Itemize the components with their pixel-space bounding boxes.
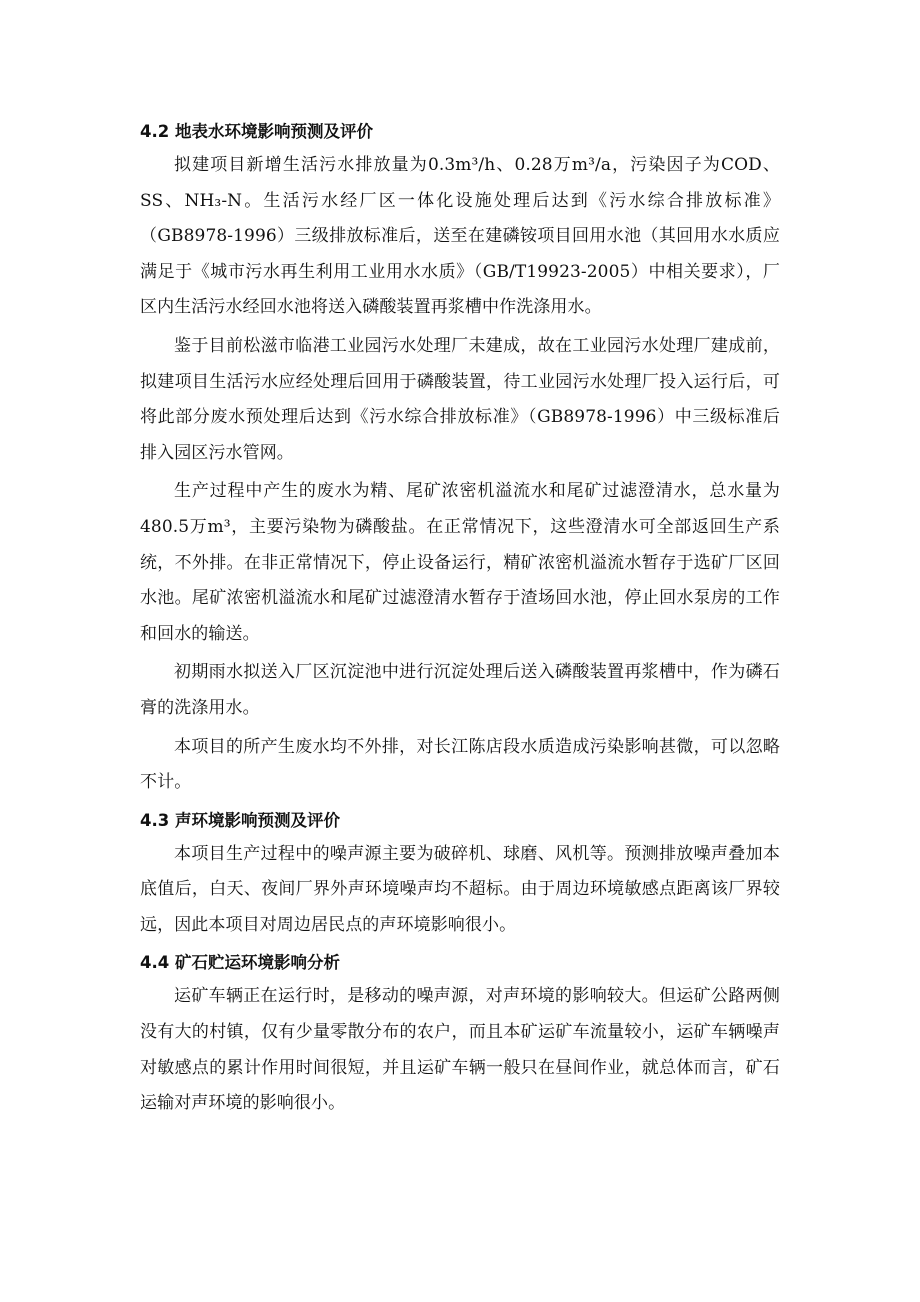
paragraph-4-2-2: 鉴于目前松滋市临港工业园污水处理厂未建成，故在工业园污水处理厂建成前，拟建项目生活污水应经处理后回用于磷酸装置，待工业园污水处理厂投入运行后，可将此部分废水预处理后达到《污水综合排放标准》（GB8978-1996）中三级标准后排入园区污水管网。 [140, 335, 780, 463]
paragraph-4-2-4: 初期雨水拟送入厂区沉淀池中进行沉淀处理后送入磷酸装置再浆槽中，作为磷石膏的洗涤用水。 [140, 662, 780, 718]
paragraph-4-2-3: 生产过程中产生的废水为精、尾矿浓密机溢流水和尾矿过滤澄清水，总水量为480.5万m³，主要污染物为磷酸盐。在正常情况下，这些澄清水可全部返回生产系统，不外排。在非正常情况下，停止设备运行，精矿浓密机溢流水暂存于选矿厂区回水池。尾矿浓密机溢流水和尾矿过滤澄清水暂存于渣场回水池，停止回水泵房的工作和回水的输送。 [140, 481, 780, 644]
paragraph-4-2-5: 本项目的所产生废水均不外排，对长江陈店段水质造成污染影响甚微，可以忽略不计。 [140, 736, 780, 793]
section-heading-4-2: 4.2 地表水环境影响预测及评价 [140, 122, 373, 141]
paragraph-4-3-1: 本项目生产过程中的噪声源主要为破碎机、球磨、风机等。预测排放噪声叠加本底值后，白天、夜间厂界外声环境噪声均不超标。由于周边环境敏感点距离该厂界较远，因此本项目对周边居民点的声环境影响很小。 [140, 843, 780, 935]
paragraph-4-2-1: 拟建项目新增生活污水排放量为0.3m³/h、0.28万m³/a，污染因子为COD、SS、NH₃-N。生活污水经厂区一体化设施处理后达到《污水综合排放标准》（GB8978-1996）三级排放标准后，送至在建磷铵项目回用水池（其回用水水质应满足于《城市污水再生利用工业用水水质》（GB/T19923-2005）中相关要求），厂区内生活污水经回水池将送入磷酸装置再浆槽中作洗涤用水。 [140, 155, 780, 318]
document-body [140, 118, 780, 1122]
paragraph-4-4-1: 运矿车辆正在运行时，是移动的噪声源，对声环境的影响较大。但运矿公路两侧没有大的村镇，仅有少量零散分布的农户，而且本矿运矿车流量较小，运矿车辆噪声对敏感点的累计作用时间很短，并且运矿车辆一般只在昼间作业，就总体而言，矿石运输对声环境的影响很小。 [140, 986, 780, 1114]
section-heading-4-4: 4.4 矿石贮运环境影响分析 [140, 953, 340, 973]
section-heading-4-3: 4.3 声环境影响预测及评价 [140, 810, 340, 830]
